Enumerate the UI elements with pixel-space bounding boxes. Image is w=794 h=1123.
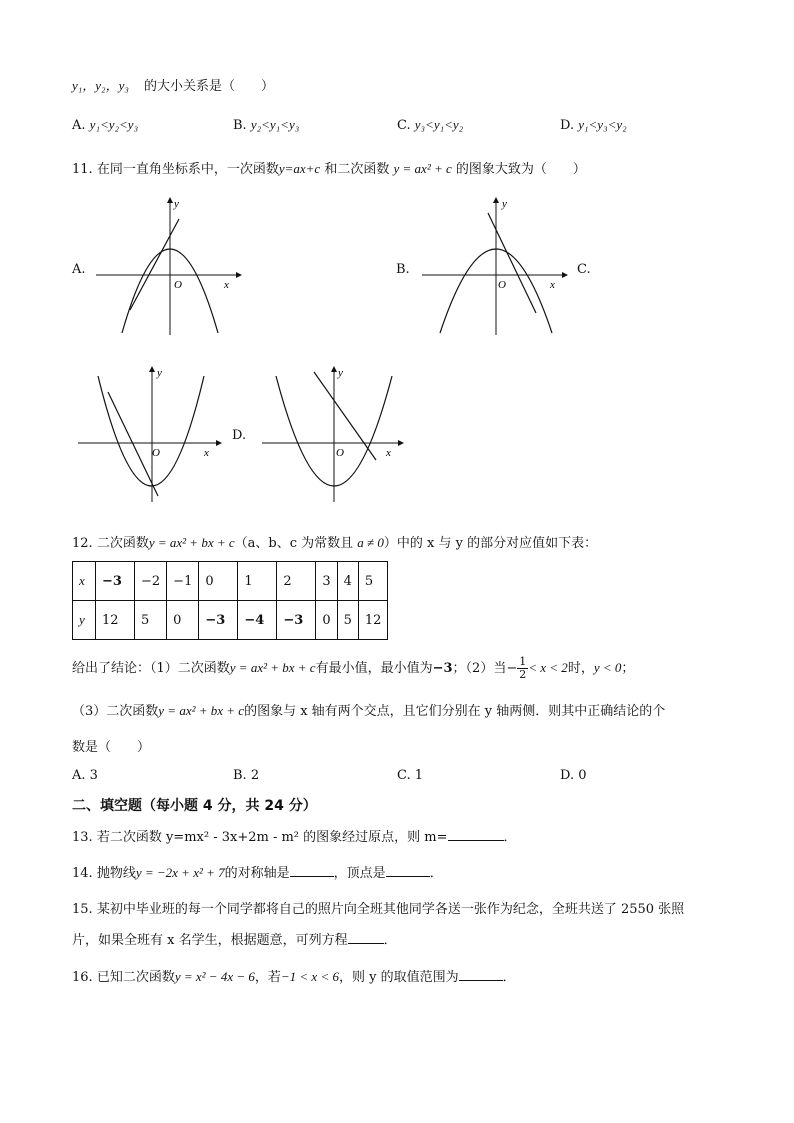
q10-option-c[interactable] [397, 117, 463, 133]
question-number: 13. [72, 830, 93, 845]
option-text: 3 [89, 768, 98, 783]
y-arrow-icon [331, 366, 337, 372]
value-table [72, 561, 388, 640]
q12-text-a: 二次函数 [96, 536, 149, 551]
question-number: 14. [72, 866, 93, 881]
y-arrow-icon [149, 366, 155, 372]
option-label: D. [560, 768, 575, 783]
graph-c-label[interactable]: C. [577, 262, 591, 277]
option-label: B. [233, 118, 247, 133]
table-cell: 0 [167, 601, 199, 640]
line [314, 372, 376, 460]
q12-line2-b: 的图象与 x 轴有两个交点，且它们分别在 y 轴两侧．则其中正确结论的个 [244, 704, 666, 719]
table-row [73, 562, 388, 601]
q12-line1 [72, 656, 634, 681]
section-title: 二、填空题（每小题 4 分，共 24 分） [72, 798, 317, 814]
q13-end: ． [503, 830, 517, 845]
option-text: y₂<y₁<y₃ [250, 117, 300, 132]
line [488, 213, 536, 313]
q12-option-b[interactable] [233, 768, 259, 783]
y-axis-label: y [157, 367, 162, 379]
origin-label: O [498, 279, 506, 291]
option-label: A. [72, 118, 86, 133]
q12-expr: y = ax² + bx + c [148, 535, 235, 550]
option-label: A. [72, 768, 86, 783]
table-cell: 5 [337, 601, 358, 640]
option-label: C. [397, 768, 411, 783]
y-axis-label: y [174, 198, 179, 210]
fraction [517, 656, 528, 681]
q11-expr-quad: y = ax² + c [393, 161, 452, 176]
table-cell: 3 [316, 562, 337, 601]
table-cell: 12 [96, 601, 135, 640]
table-cell: 5 [358, 562, 388, 601]
graph-c [76, 364, 226, 504]
table-cell: −2 [135, 562, 167, 601]
origin-label: O [174, 279, 182, 291]
table-cell: 0 [316, 601, 337, 640]
line [130, 219, 179, 310]
x-axis-label: x [204, 447, 209, 459]
q16-cond: −1 < x < 6 [280, 969, 339, 984]
x-axis-label: x [550, 279, 555, 291]
q14-end: ． [429, 866, 443, 881]
answer-blank[interactable] [348, 931, 384, 944]
option-text: y₁<y₂<y₃ [89, 117, 139, 132]
option-label: C. [397, 118, 411, 133]
graph-b [418, 195, 568, 337]
q10-option-d[interactable] [560, 117, 627, 133]
q12-line2 [72, 700, 665, 719]
q10-stem-vars: y₁，y₂，y₃ [72, 78, 129, 93]
q16-text-a: 已知二次函数 [96, 970, 175, 985]
q14-expr: y = −2x + x² + 7 [135, 865, 225, 880]
q10-option-a[interactable] [72, 117, 138, 133]
q15-end: ． [383, 933, 397, 948]
option-text: 2 [250, 768, 260, 783]
q15-line2-text: 片，如果全班有 x 名学生，根据题意，可列方程 [72, 933, 348, 948]
q12-option-d[interactable] [560, 768, 587, 783]
table-cell: −4 [238, 601, 277, 640]
question-number: 11. [72, 162, 93, 177]
q12-line1-c: ；（2）当 [452, 661, 507, 676]
table-cell: 0 [199, 562, 238, 601]
table-header: y [73, 601, 96, 640]
x-arrow-icon [216, 440, 222, 446]
q13-text: 若二次函数 y=mx² - 3x+2m - m² 的图象经过原点，则 m= [96, 830, 448, 845]
option-text: 1 [414, 768, 424, 783]
origin-label: O [336, 447, 344, 459]
q12-stem [72, 532, 597, 551]
q12-line1-e: y < 0 [593, 660, 622, 675]
q15-line1-text: 某初中毕业班的每一个同学都将自己的照片向全班其他同学各送一张作为纪念，全班共送了 2550 张照 [96, 902, 685, 917]
q12-line1-b: 有最小值，最小值为 [315, 661, 433, 676]
x-axis-label: x [386, 447, 391, 459]
table-cell: −3 [199, 601, 238, 640]
graph-b-label[interactable]: B. [396, 262, 410, 277]
parabola [98, 376, 204, 486]
q16-text-c: ，则 y 的取值范围为 [338, 970, 459, 985]
x-axis-label: x [224, 279, 229, 291]
q12-line1-a: 给出了结论：（1）二次函数 [72, 661, 230, 676]
y-axis-label: y [338, 367, 343, 379]
q12-option-a[interactable] [72, 768, 98, 783]
origin-label: O [152, 447, 160, 459]
answer-blank[interactable] [386, 864, 430, 877]
q12-line3: 数是（ ） [72, 740, 151, 755]
option-text: y₁<y₃<y₂ [578, 117, 627, 132]
table-cell: 1 [238, 562, 277, 601]
q12-text-c: ）中的 x 与 y 的部分对应值如下表： [383, 536, 598, 551]
table-cell: 5 [135, 601, 167, 640]
option-text: y₃<y₁<y₂ [414, 117, 464, 132]
q14-text-a: 抛物线 [96, 866, 136, 881]
q16-expr: y = x² − 4x − 6 [174, 969, 255, 984]
q11-text-a: 在同一直角坐标系中，一次函数 [96, 162, 279, 177]
fraction-denominator: 2 [519, 668, 527, 681]
q11-text-c: 的图象大致为（ ） [455, 162, 586, 177]
table-row [73, 601, 388, 640]
q12-line1-expr: y = ax² + bx + c [229, 660, 316, 675]
table-cell: 2 [277, 562, 316, 601]
option-label: D. [560, 118, 575, 133]
q16-text-b: ，若 [254, 970, 281, 985]
q12-frac-sign: − [506, 661, 518, 676]
q14-text-b: 的对称轴是 [224, 866, 290, 881]
q10-option-b[interactable] [233, 117, 299, 133]
graph-a [92, 195, 242, 337]
table-cell: 12 [358, 601, 388, 640]
graph-a-label[interactable]: A. [72, 262, 86, 277]
q13 [72, 826, 517, 845]
y-axis-label: y [502, 198, 507, 210]
q12-option-c[interactable] [397, 768, 423, 783]
graph-d [258, 364, 408, 504]
q11-expr-linear: y=ax+c [278, 161, 321, 176]
q12-line1-d: 时， [567, 661, 594, 676]
x-arrow-icon [562, 272, 568, 278]
q12-line1-ineq: < x < 2 [528, 660, 568, 675]
q12-line1-f: ； [621, 661, 635, 676]
q11-stem [72, 158, 586, 177]
table-cell: −3 [96, 562, 135, 601]
q12-line2-a: （3）二次函数 [72, 704, 159, 719]
table-cell: −3 [277, 601, 316, 640]
q15-line1 [72, 898, 684, 917]
graph-d-label[interactable]: D. [232, 428, 247, 443]
y-arrow-icon [167, 197, 173, 203]
x-arrow-icon [398, 440, 404, 446]
x-arrow-icon [236, 272, 242, 278]
question-number: 15. [72, 902, 93, 917]
table-cell: 4 [337, 562, 358, 601]
answer-blank[interactable] [290, 864, 334, 877]
q11-text-b: 和二次函数 [324, 162, 390, 177]
q16-end: ． [502, 970, 516, 985]
answer-blank[interactable] [448, 828, 504, 841]
q12-text-b: （a、b、c 为常数且 [234, 536, 354, 551]
q15-line2 [72, 929, 397, 948]
option-text: 0 [578, 768, 587, 783]
q12-line2-expr: y = ax² + bx + c [158, 703, 245, 718]
q14 [72, 862, 443, 881]
question-number: 12. [72, 536, 93, 551]
q16 [72, 966, 516, 985]
q14-text-c: ，顶点是 [333, 866, 386, 881]
q12-line1-min: −3 [432, 661, 453, 676]
option-label: B. [233, 768, 247, 783]
answer-blank[interactable] [459, 968, 503, 981]
q12-cond: a ≠ 0 [357, 535, 384, 550]
fraction-numerator: 1 [519, 655, 527, 668]
q10-stem-text: 的大小关系是（ ） [144, 79, 275, 94]
question-number: 16. [72, 970, 93, 985]
table-header: x [73, 562, 96, 601]
y-arrow-icon [493, 197, 499, 203]
table-cell: −1 [167, 562, 199, 601]
line [108, 392, 158, 496]
